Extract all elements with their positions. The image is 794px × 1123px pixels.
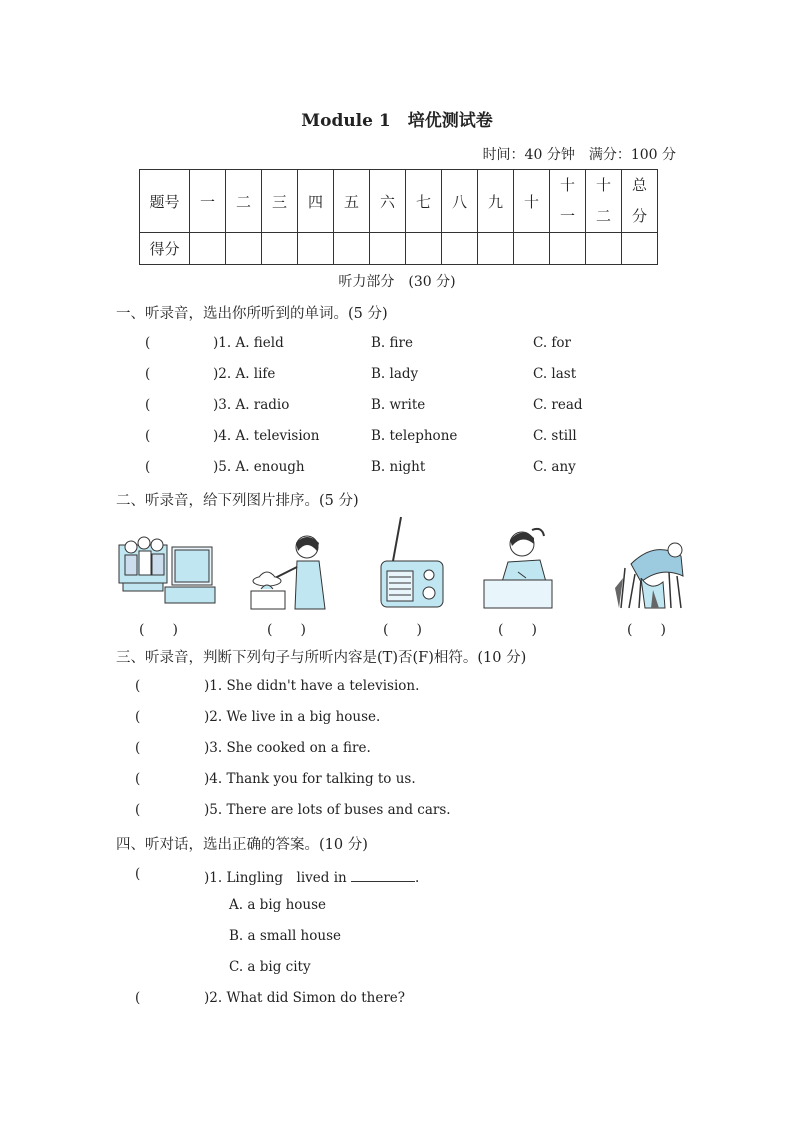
listening-heading: 听力部分 (30 分): [338, 274, 456, 290]
girl-cooking-picture: [249, 533, 331, 611]
statement-text: )3. She cooked on a fire.: [204, 740, 371, 756]
q4-1-option: A. a big house: [229, 897, 326, 913]
radio-picture: [379, 515, 447, 611]
option-b: B. night: [371, 459, 426, 475]
option-b: B. fire: [371, 335, 413, 351]
score-col: 八: [442, 170, 478, 233]
order-blank[interactable]: ( ): [627, 622, 666, 638]
section-2-heading: 二、听录音，给下列图片排序。(5 分): [116, 493, 359, 509]
score-col: 六: [370, 170, 406, 233]
q4-2-text: )2. What did Simon do there?: [204, 990, 405, 1006]
score-cell[interactable]: [226, 233, 262, 265]
option-a: )5. A. enough: [213, 459, 305, 475]
answer-paren[interactable]: (: [145, 366, 151, 382]
score-col: 三: [262, 170, 298, 233]
option-b: B. write: [371, 397, 426, 413]
answer-paren[interactable]: (: [145, 397, 151, 413]
girl-writing-picture: [482, 522, 556, 610]
score-cell[interactable]: [550, 233, 586, 265]
score-col: 十: [514, 170, 550, 233]
order-blank[interactable]: ( ): [139, 622, 178, 638]
score-col: 一: [190, 170, 226, 233]
statement-text: )5. There are lots of buses and cars.: [204, 802, 451, 818]
answer-paren[interactable]: (: [135, 709, 141, 725]
section-3-heading: 三、听录音，判断下列句子与所听内容是(T)否(F)相符。(10 分): [116, 650, 527, 666]
answer-paren[interactable]: (: [135, 802, 141, 818]
family-watching-tv-picture: [117, 527, 217, 611]
score-cell[interactable]: [190, 233, 226, 265]
answer-paren[interactable]: (: [145, 428, 151, 444]
score-cell[interactable]: [586, 233, 622, 265]
score-cell[interactable]: [622, 233, 658, 265]
option-c: C. any: [533, 459, 576, 475]
section-1-heading: 一、听录音，选出你所听到的单词。(5 分): [116, 306, 388, 322]
people-in-field-picture: [611, 538, 689, 610]
q4-1-text: )1. Lingling lived in .: [204, 870, 420, 886]
q4-1-paren[interactable]: (: [135, 866, 141, 882]
order-blank[interactable]: ( ): [383, 622, 422, 638]
statement-text: )4. Thank you for talking to us.: [204, 771, 416, 787]
score-cell[interactable]: [406, 233, 442, 265]
score-col-stacked: 总 分: [622, 170, 658, 233]
option-c: C. read: [533, 397, 583, 413]
option-c: C. still: [533, 428, 577, 444]
section-4-heading: 四、听对话，选出正确的答案。(10 分): [116, 837, 368, 853]
option-b: B. telephone: [371, 428, 458, 444]
score-col: 五: [334, 170, 370, 233]
answer-paren[interactable]: (: [145, 335, 151, 351]
statement-text: )2. We live in a big house.: [204, 709, 381, 725]
answer-paren[interactable]: (: [145, 459, 151, 475]
option-a: )2. A. life: [213, 366, 276, 382]
score-col: 九: [478, 170, 514, 233]
score-table-header-label: 题号: [140, 170, 190, 233]
page-title: Module 1 培优测试卷: [301, 111, 493, 131]
answer-blank[interactable]: [351, 869, 415, 882]
answer-paren[interactable]: (: [135, 678, 141, 694]
score-col: 二: [226, 170, 262, 233]
score-table: [139, 169, 658, 265]
q4-1-option: C. a big city: [229, 959, 311, 975]
order-blank[interactable]: ( ): [498, 622, 537, 638]
score-cell[interactable]: [478, 233, 514, 265]
score-cell[interactable]: [298, 233, 334, 265]
answer-paren[interactable]: (: [135, 771, 141, 787]
answer-paren[interactable]: (: [135, 740, 141, 756]
score-cell[interactable]: [514, 233, 550, 265]
option-a: )4. A. television: [213, 428, 320, 444]
statement-text: )1. She didn't have a television.: [204, 678, 420, 694]
score-cell[interactable]: [334, 233, 370, 265]
q4-1-option: B. a small house: [229, 928, 341, 944]
score-col: 四: [298, 170, 334, 233]
q4-2-paren[interactable]: (: [135, 990, 141, 1006]
option-a: )1. A. field: [213, 335, 284, 351]
order-blank[interactable]: ( ): [267, 622, 306, 638]
exam-meta: 时间：40 分钟 满分：100 分: [482, 147, 676, 163]
score-col: 七: [406, 170, 442, 233]
score-row-label: 得分: [140, 233, 190, 265]
option-b: B. lady: [371, 366, 419, 382]
option-c: C. last: [533, 366, 577, 382]
score-cell[interactable]: [442, 233, 478, 265]
score-col-stacked: 十 二: [586, 170, 622, 233]
option-c: C. for: [533, 335, 572, 351]
option-a: )3. A. radio: [213, 397, 290, 413]
score-col-stacked: 十 一: [550, 170, 586, 233]
score-cell[interactable]: [370, 233, 406, 265]
score-cell[interactable]: [262, 233, 298, 265]
